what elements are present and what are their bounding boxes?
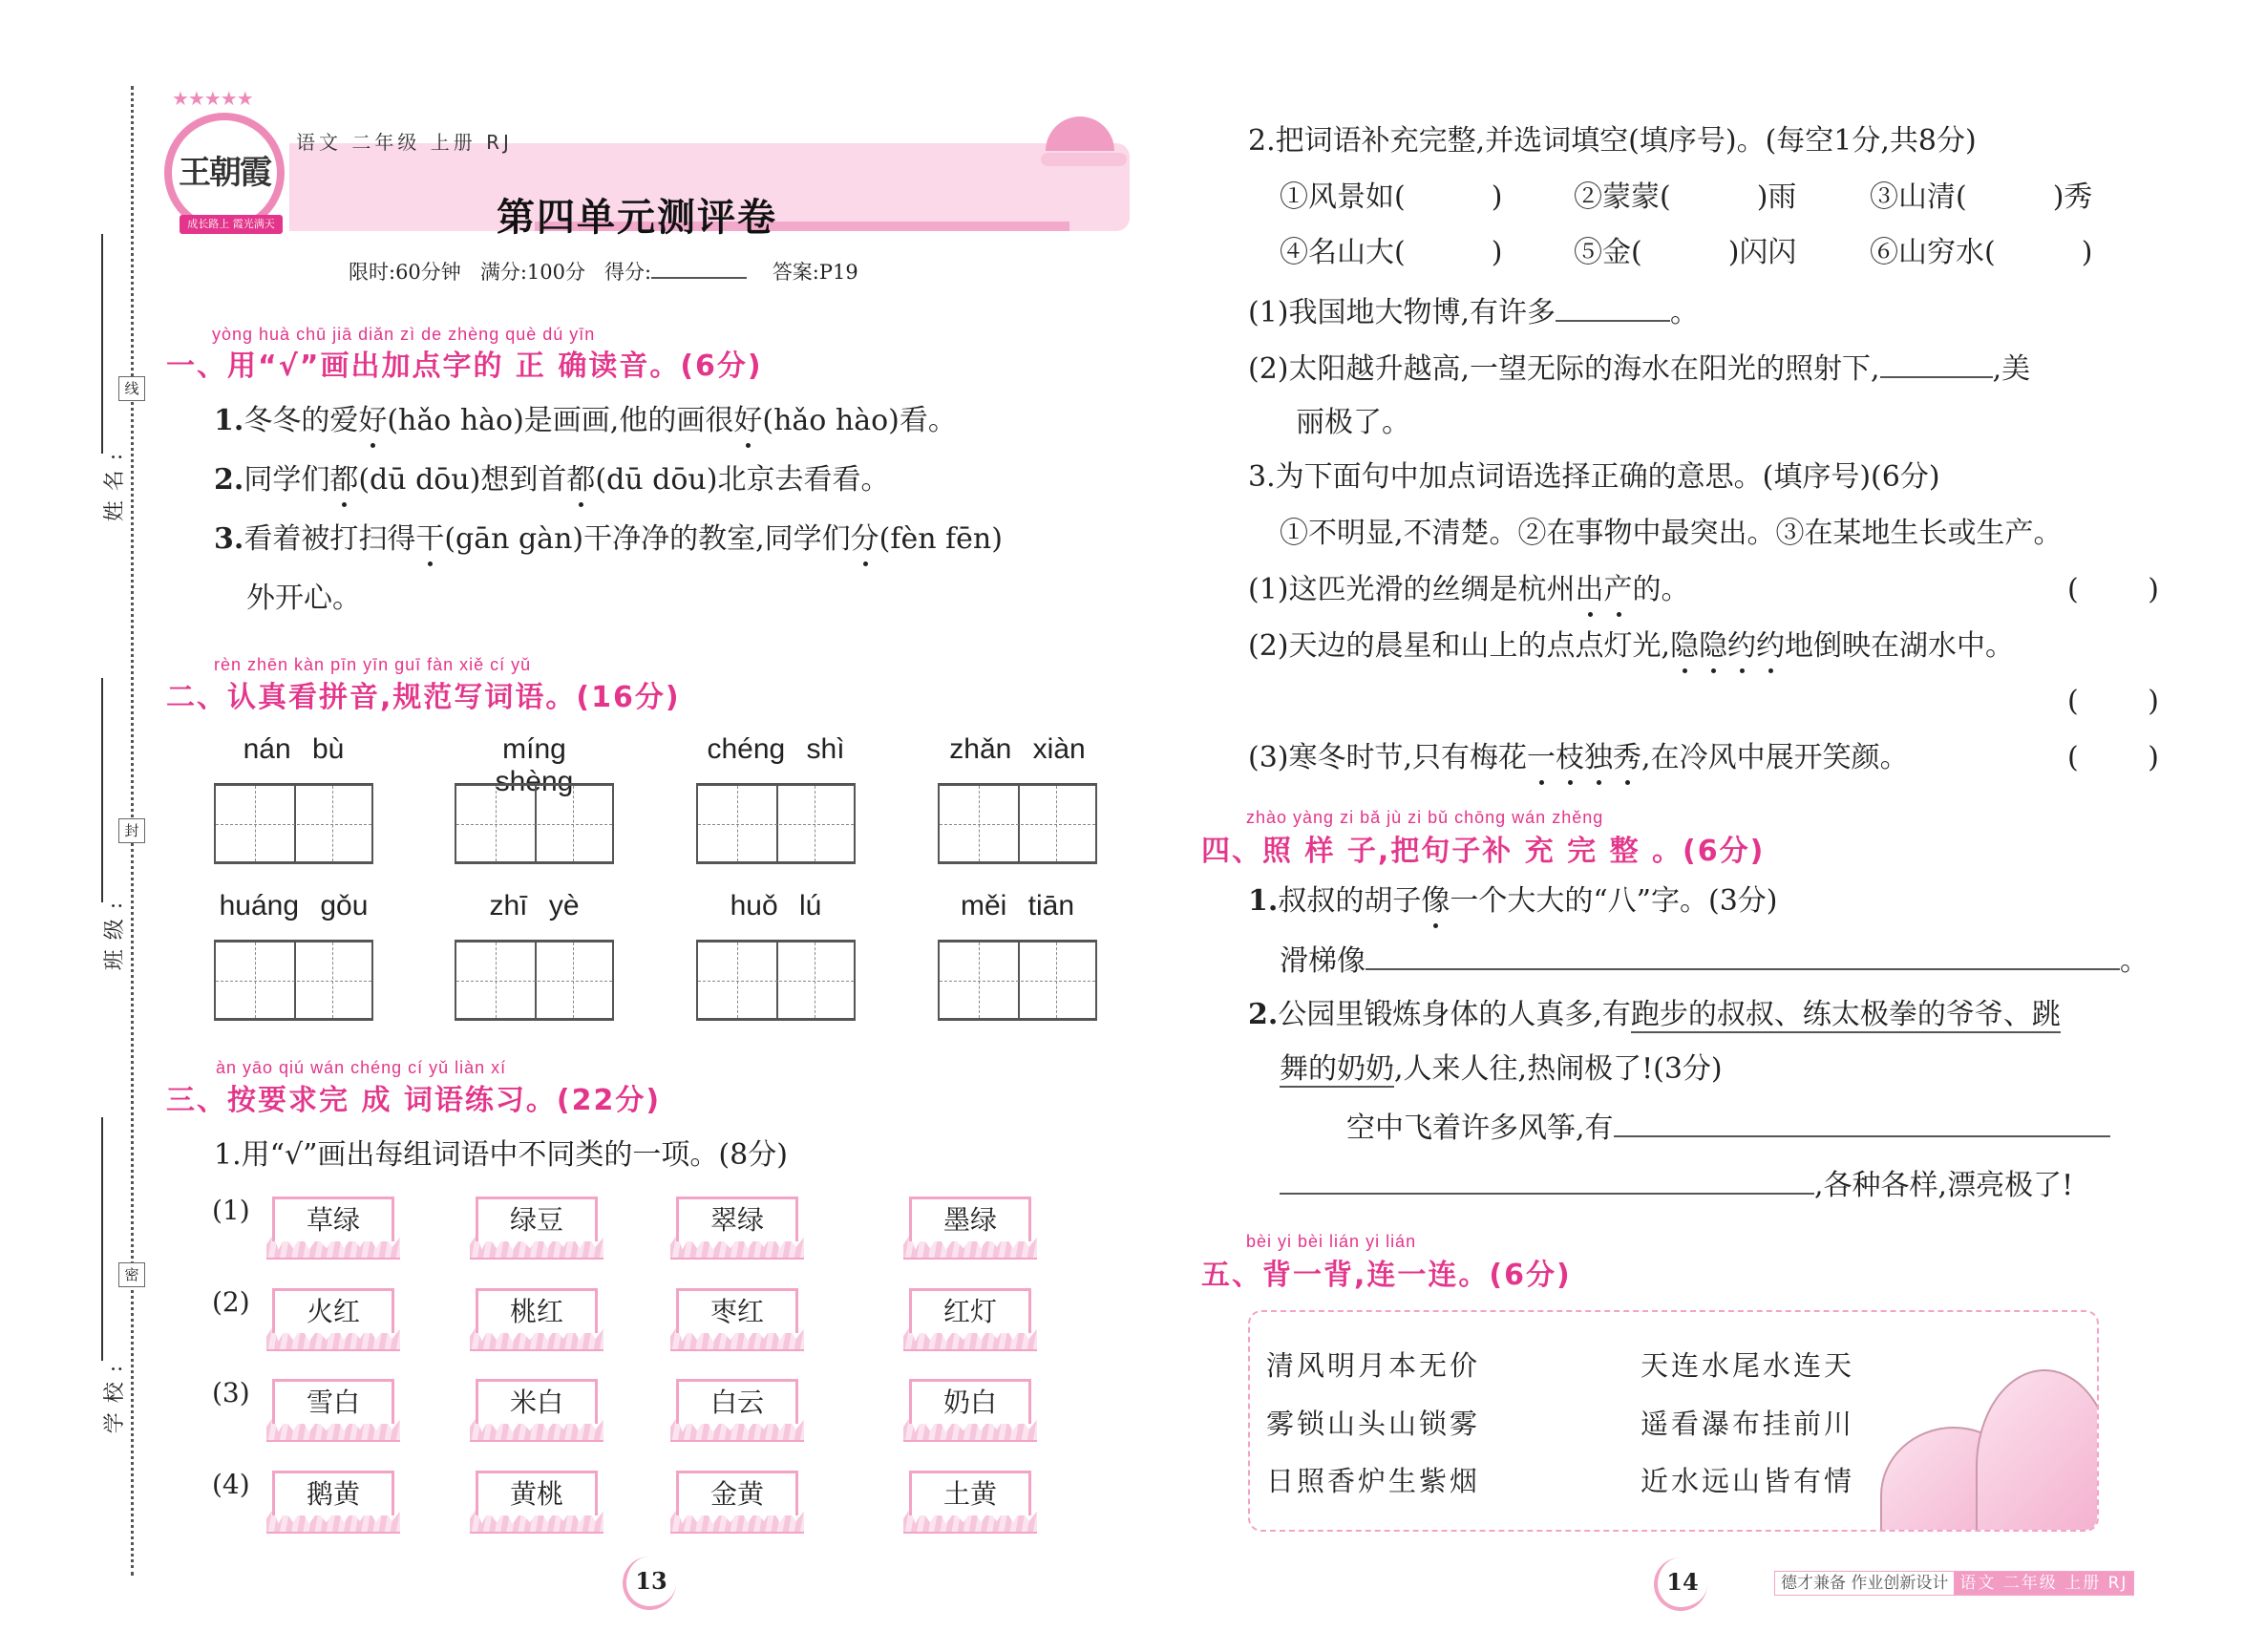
- s1-item: [214, 402, 957, 440]
- word-text: 枣红: [676, 1288, 798, 1333]
- item-number: 1.: [214, 404, 244, 437]
- pinyin-word: zhī yè: [489, 890, 580, 921]
- text-segment: ⑤金(: [1574, 236, 1642, 269]
- section5-pinyin: bèi yi bèi lián yi lián: [1246, 1232, 1417, 1251]
- poem-left[interactable]: 雾锁山头山锁雾: [1266, 1408, 1481, 1440]
- text-segment: 滑梯像: [1280, 944, 1365, 978]
- s1-item: [246, 580, 361, 618]
- text-segment: 地倒映在湖水中。: [1785, 629, 2015, 663]
- section2-heading: 二、认真看拼音,规范写词语。(16分): [166, 681, 681, 714]
- writing-grid[interactable]: [696, 783, 856, 864]
- q3-sentence: [1248, 571, 1690, 609]
- text-segment: (1)我国地大物博,有许多: [1248, 296, 1556, 329]
- q2-option: [1574, 234, 1796, 272]
- item-number: 1.: [1248, 884, 1279, 918]
- section3-heading: 三、按要求完 成 词语练习。(22分): [166, 1084, 662, 1117]
- section5-heading: 五、背一背,连一连。(6分): [1201, 1259, 1572, 1292]
- s4-q2-cont: [1280, 1050, 1723, 1089]
- paren-close: ): [2148, 685, 2159, 718]
- word-card[interactable]: [907, 1379, 1031, 1442]
- word-card[interactable]: [674, 1288, 798, 1351]
- score-label: 得分:: [604, 261, 652, 284]
- writing-grid[interactable]: [455, 940, 614, 1021]
- text-segment: 。: [2120, 944, 2149, 978]
- word-text: 桃红: [476, 1288, 598, 1333]
- dotted-char: 都: [566, 461, 595, 499]
- word-card[interactable]: [474, 1197, 598, 1260]
- word-text: 墨绿: [909, 1197, 1031, 1241]
- q2-sentence: [1248, 348, 2030, 389]
- dotted-char: 一: [1527, 739, 1556, 777]
- text-segment: ,人来人往,热闹极了!(3分): [1394, 1052, 1723, 1086]
- pinyin-word: huǒ lú: [730, 890, 822, 921]
- pinyin-word: huáng gǒu: [219, 890, 369, 921]
- q3-sentence: [1248, 739, 1909, 777]
- text-segment: ②蒙蒙(: [1574, 180, 1671, 214]
- footer-series: 德才兼备 作业创新设计: [1775, 1572, 1954, 1595]
- q2-option: [1574, 179, 1796, 217]
- text-segment: (dū dōu)想到首: [358, 463, 567, 497]
- section1-heading: 一、用“√”画出加点字的 正 确读音。(6分): [166, 349, 763, 383]
- exam-info: [349, 256, 858, 286]
- q2-sentence-cont: 丽极了。: [1296, 406, 1410, 439]
- word-text: 火红: [272, 1288, 394, 1333]
- text-segment: 空中飞着许多风筝,有: [1346, 1112, 1614, 1145]
- poem-right[interactable]: 近水远山皆有情: [1641, 1465, 1855, 1497]
- score-field[interactable]: [651, 256, 747, 279]
- writing-grid[interactable]: [696, 940, 856, 1021]
- pinyin-word: měi tiān: [960, 890, 1075, 921]
- q2-sentence: [1248, 291, 1699, 332]
- s4-q1: [1248, 882, 1778, 921]
- name-label: 姓名:: [103, 443, 128, 522]
- text-segment: 的。: [1632, 573, 1690, 606]
- paren-open: (: [2067, 741, 2079, 774]
- s4-q2-fill[interactable]: [1346, 1107, 2110, 1148]
- text-segment: (hǎo hào)看。: [762, 404, 957, 437]
- word-card[interactable]: [907, 1197, 1031, 1260]
- s3-q2: 2.把词语补充完整,并选词填空(填序号)。(每空1分,共8分): [1248, 124, 1977, 158]
- s4-q2-fill[interactable]: [1280, 1164, 2073, 1205]
- dotted-char: 出: [1576, 571, 1604, 609]
- paren-open: (: [2067, 573, 2079, 606]
- answer-paren[interactable]: [2067, 571, 2159, 609]
- writing-grid[interactable]: [938, 940, 1097, 1021]
- text-segment: 外开心。: [246, 582, 361, 615]
- text-segment: (3)寒冬时节,只有梅花: [1248, 741, 1528, 774]
- answer-blank[interactable]: [1614, 1107, 2110, 1137]
- dotted-char: 好: [358, 402, 387, 440]
- text-segment: (gān gàn)干净净的教室,同学们: [444, 522, 851, 556]
- poem-right[interactable]: 遥看瀑布挂前川: [1641, 1408, 1855, 1440]
- text-segment: 叔叔的胡子: [1278, 884, 1422, 918]
- page-title: 第四单元测评卷: [497, 196, 777, 240]
- text-segment: ): [2081, 236, 2093, 269]
- underlined-text: 舞的奶奶: [1280, 1052, 1394, 1086]
- text-segment: ③山清(: [1870, 180, 1967, 214]
- dotted-char: 枝: [1556, 739, 1584, 777]
- group-label: (1): [212, 1195, 250, 1226]
- dotted-char: 干: [415, 520, 444, 559]
- binding-mark: 线: [118, 376, 145, 401]
- text-segment: 同学们: [243, 463, 330, 497]
- s4-q1-fill[interactable]: [1280, 940, 2149, 981]
- answer-blank[interactable]: [1365, 940, 2120, 970]
- word-text: 金黄: [676, 1471, 798, 1515]
- binding-mark: 封: [118, 818, 145, 843]
- writing-grid[interactable]: [214, 940, 373, 1021]
- answer-ref: 答案:P19: [772, 261, 858, 284]
- subject-label: 语文 二年级 上册 RJ: [296, 131, 513, 154]
- word-card[interactable]: [474, 1288, 598, 1351]
- stars-icon: ★★★★★: [172, 87, 253, 110]
- text-segment: 冬冬的爱: [243, 404, 359, 437]
- text-segment: (1)这匹光滑的丝绸是杭州: [1248, 573, 1576, 606]
- sun-decoration-icon: [1046, 116, 1114, 151]
- paren-open: (: [2067, 685, 2079, 718]
- school-field[interactable]: [101, 1117, 103, 1361]
- underlined-text: 跑步的叔叔、练太极拳的爷爷、跳: [1630, 998, 2061, 1031]
- word-text: 绿豆: [476, 1197, 598, 1241]
- text-segment: ①风景如(: [1280, 180, 1406, 214]
- text-segment: ④名山大(: [1280, 236, 1406, 269]
- text-segment: )雨: [1756, 180, 1797, 214]
- answer-blank[interactable]: [1556, 291, 1670, 322]
- time-limit: 限时:60分钟: [349, 261, 461, 284]
- q2-option: [1870, 179, 2092, 217]
- page-number-left: 13: [623, 1557, 676, 1610]
- dotted-char: 隐: [1699, 627, 1727, 666]
- text-segment: 看着被打扫得: [243, 522, 416, 556]
- s3-q3: 3.为下面句中加点词语选择正确的意思。(填序号)(6分): [1248, 460, 1940, 494]
- word-card[interactable]: [674, 1197, 798, 1260]
- word-card[interactable]: [907, 1471, 1031, 1534]
- word-text: 草绿: [272, 1197, 394, 1241]
- pinyin-word: nán bù: [243, 733, 345, 765]
- answer-blank[interactable]: [1280, 1164, 1814, 1195]
- group-label: (3): [212, 1377, 250, 1408]
- text-segment: ): [1491, 236, 1503, 269]
- word-text: 米白: [476, 1379, 598, 1424]
- word-card[interactable]: [907, 1288, 1031, 1351]
- word-text: 土黄: [909, 1471, 1031, 1515]
- text-segment: ,在冷风中展开笑颜。: [1641, 741, 1909, 774]
- footer-strip: [1774, 1571, 2134, 1596]
- section4-heading: 四、照 样 子,把句子补 充 完 整 。(6分): [1201, 835, 1766, 868]
- section3-pinyin: àn yāo qiú wán chéng cí yǔ liàn xí: [216, 1058, 507, 1077]
- name-field[interactable]: [101, 234, 103, 454]
- word-card[interactable]: [270, 1197, 394, 1260]
- text-segment: (2)太阳越升越高,一望无际的海水在阳光的照射下,: [1248, 352, 1880, 386]
- dotted-char: 分: [851, 520, 879, 559]
- dotted-char: 约: [1756, 627, 1785, 666]
- word-text: 翠绿: [676, 1197, 798, 1241]
- pinyin-word: zhǎn xiàn: [949, 733, 1086, 765]
- word-card[interactable]: [674, 1471, 798, 1534]
- q2-option: [1870, 234, 2092, 272]
- text-segment: ): [1491, 180, 1503, 214]
- word-text: 雪白: [272, 1379, 394, 1424]
- text-segment: ⑥山穷水(: [1870, 236, 1996, 269]
- logo-text: 王朝霞: [179, 154, 270, 192]
- binding-mark: 密: [118, 1262, 145, 1287]
- pinyin-word: chéng shì: [707, 733, 845, 765]
- full-score: 满分:100分: [479, 261, 585, 284]
- section1-pinyin: yòng huà chū jiā diǎn zì de zhèng què dú yīn: [212, 325, 596, 344]
- text-segment: 。: [1670, 296, 1700, 329]
- section2-pinyin: rèn zhēn kàn pīn yīn guī fàn xiě cí yǔ: [214, 655, 532, 674]
- word-text: 黄桃: [476, 1471, 598, 1515]
- wave-decoration-icon: [1041, 153, 1127, 166]
- section4-pinyin: zhào yàng zi bǎ jù zi bǔ chōng wán zhěng: [1246, 808, 1604, 827]
- q3-sentence: [1248, 627, 2014, 666]
- q2-option: [1280, 234, 1502, 272]
- text-segment: (fèn fēn): [879, 522, 1003, 556]
- paren-close: ): [2148, 741, 2159, 774]
- text-segment: (dū dōu)北京去看看。: [595, 463, 890, 497]
- dotted-char: 产: [1604, 571, 1633, 609]
- q3-meanings: ①不明显,不清楚。②在事物中最突出。③在某地生长或生产。: [1280, 517, 2063, 550]
- word-card[interactable]: [270, 1288, 394, 1351]
- writing-grid[interactable]: [214, 783, 373, 864]
- group-label: (2): [212, 1286, 250, 1318]
- word-card[interactable]: [270, 1379, 394, 1442]
- dotted-char: 隐: [1670, 627, 1699, 666]
- school-label: 学校:: [103, 1355, 128, 1434]
- answer-blank[interactable]: [1880, 348, 1993, 378]
- item-number: 2.: [1248, 998, 1279, 1031]
- item-number: 3.: [214, 522, 244, 556]
- text-segment: )秀: [2052, 180, 2093, 214]
- logo-banner: 成长路上 霞光满天: [180, 215, 283, 234]
- text-segment: ,各种各样,漂亮极了!: [1814, 1169, 2074, 1202]
- q2-option: [1280, 179, 1502, 217]
- answer-paren[interactable]: [2067, 683, 2159, 721]
- word-text: 白云: [676, 1379, 798, 1424]
- dotted-char: 秀: [1613, 739, 1641, 777]
- word-card[interactable]: [674, 1379, 798, 1442]
- poem-left[interactable]: 日照香炉生紫烟: [1266, 1465, 1481, 1497]
- text-segment: )闪闪: [1727, 236, 1797, 269]
- dotted-char: 约: [1727, 627, 1756, 666]
- word-text: 鹅黄: [272, 1471, 394, 1515]
- dotted-char: 好: [733, 402, 762, 440]
- dotted-char: 都: [329, 461, 358, 499]
- page-number-right: 14: [1654, 1557, 1707, 1611]
- item-number: 2.: [214, 463, 244, 497]
- s1-item: [214, 520, 1003, 559]
- text-segment: ,美: [1992, 352, 2031, 386]
- word-card[interactable]: [474, 1471, 598, 1534]
- text-segment: 公园里锻炼身体的人真多,有: [1278, 998, 1631, 1031]
- dotted-char: 独: [1584, 739, 1613, 777]
- pinyin-word: míng shèng: [495, 733, 574, 797]
- dotted-char: 像: [1421, 882, 1450, 921]
- s3-q1: 1.用“√”画出每组词语中不同类的一项。(8分): [214, 1138, 788, 1172]
- writing-grid[interactable]: [938, 783, 1097, 864]
- word-text: 红灯: [909, 1288, 1031, 1333]
- mountain-icon: [1976, 1369, 2099, 1532]
- footer-subject: 语文 二年级 上册 RJ: [1954, 1572, 2133, 1595]
- word-card[interactable]: [270, 1471, 394, 1534]
- poem-left[interactable]: 清风明月本无价: [1266, 1349, 1481, 1382]
- class-field[interactable]: [101, 678, 103, 902]
- s1-item: [214, 461, 889, 499]
- text-segment: (hǎo hào)是画画,他的画很: [387, 404, 734, 437]
- paren-close: ): [2148, 573, 2159, 606]
- class-label: 班级:: [103, 892, 128, 971]
- word-card[interactable]: [474, 1379, 598, 1442]
- group-label: (4): [212, 1469, 250, 1500]
- text-segment: (2)天边的晨星和山上的点点灯光,: [1248, 629, 1671, 663]
- answer-paren[interactable]: [2067, 739, 2159, 777]
- poem-right[interactable]: 天连水尾水连天: [1641, 1349, 1855, 1382]
- writing-grid[interactable]: [455, 783, 614, 864]
- s4-q2: [1248, 996, 2061, 1034]
- text-segment: 一个大大的“八”字。(3分): [1450, 884, 1778, 918]
- word-text: 奶白: [909, 1379, 1031, 1424]
